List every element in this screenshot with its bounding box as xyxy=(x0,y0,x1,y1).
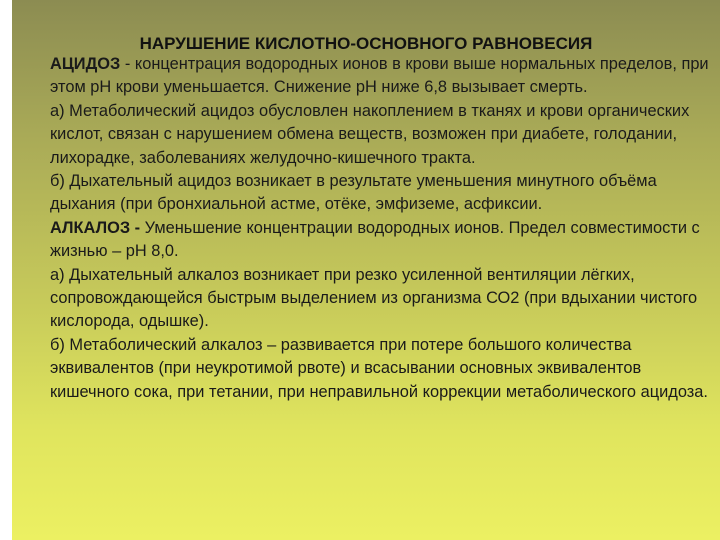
alkalosis-definition: Уменьшение концентрации водородных ионов. Предел совместимости с жизнью – рН 8,0. xyxy=(50,218,700,261)
slide-title: НАРУШЕНИЕ КИСЛОТНО-ОСНОВНОГО РАВНОВЕСИЯ xyxy=(139,34,593,53)
alkalosis-term: АЛКАЛОЗ - xyxy=(50,218,141,237)
alkalosis-paragraph xyxy=(50,217,710,264)
respiratory-acidosis-paragraph: б) Дыхательный ацидоз возникает в результате уменьшения минутного объёма дыхания (при бронхиальной астме, отёке, эмфиземе, асфиксии. xyxy=(50,172,657,214)
metabolic-acidosis-paragraph: а) Метаболический ацидоз обусловлен накоплением в тканях и крови органических кислот, связан с нарушением обмена веществ, возможен при диабете, голодании, лихорадке, заболеваниях желудочно-кишечного тракта. xyxy=(50,101,690,167)
acidosis-paragraph xyxy=(50,53,710,100)
slide-content xyxy=(50,53,710,404)
respiratory-alkalosis-paragraph: а) Дыхательный алкалоз возникает при резко усиленной вентиляции лёгких, сопровождающейся быстрым выделением из организма СО2 (при вдыхании чистого кислорода, одышке). xyxy=(50,265,698,331)
acidosis-term: АЦИДОЗ xyxy=(50,55,121,73)
metabolic-alkalosis-paragraph: б) Метаболический алкалоз – развивается при потере большого количества эквивалентов (при неукротимой рвоте) и всасывании основных эквивалентов кишечного сока, при тетании, при неправильной коррекции метаболического ацидоза. xyxy=(50,335,708,401)
acidosis-definition: - концентрация водородных ионов в крови выше нормальных пределов, при этом рН крови уменьшается. Снижение рН ниже 6,8 вызывает смерть. xyxy=(50,55,709,97)
